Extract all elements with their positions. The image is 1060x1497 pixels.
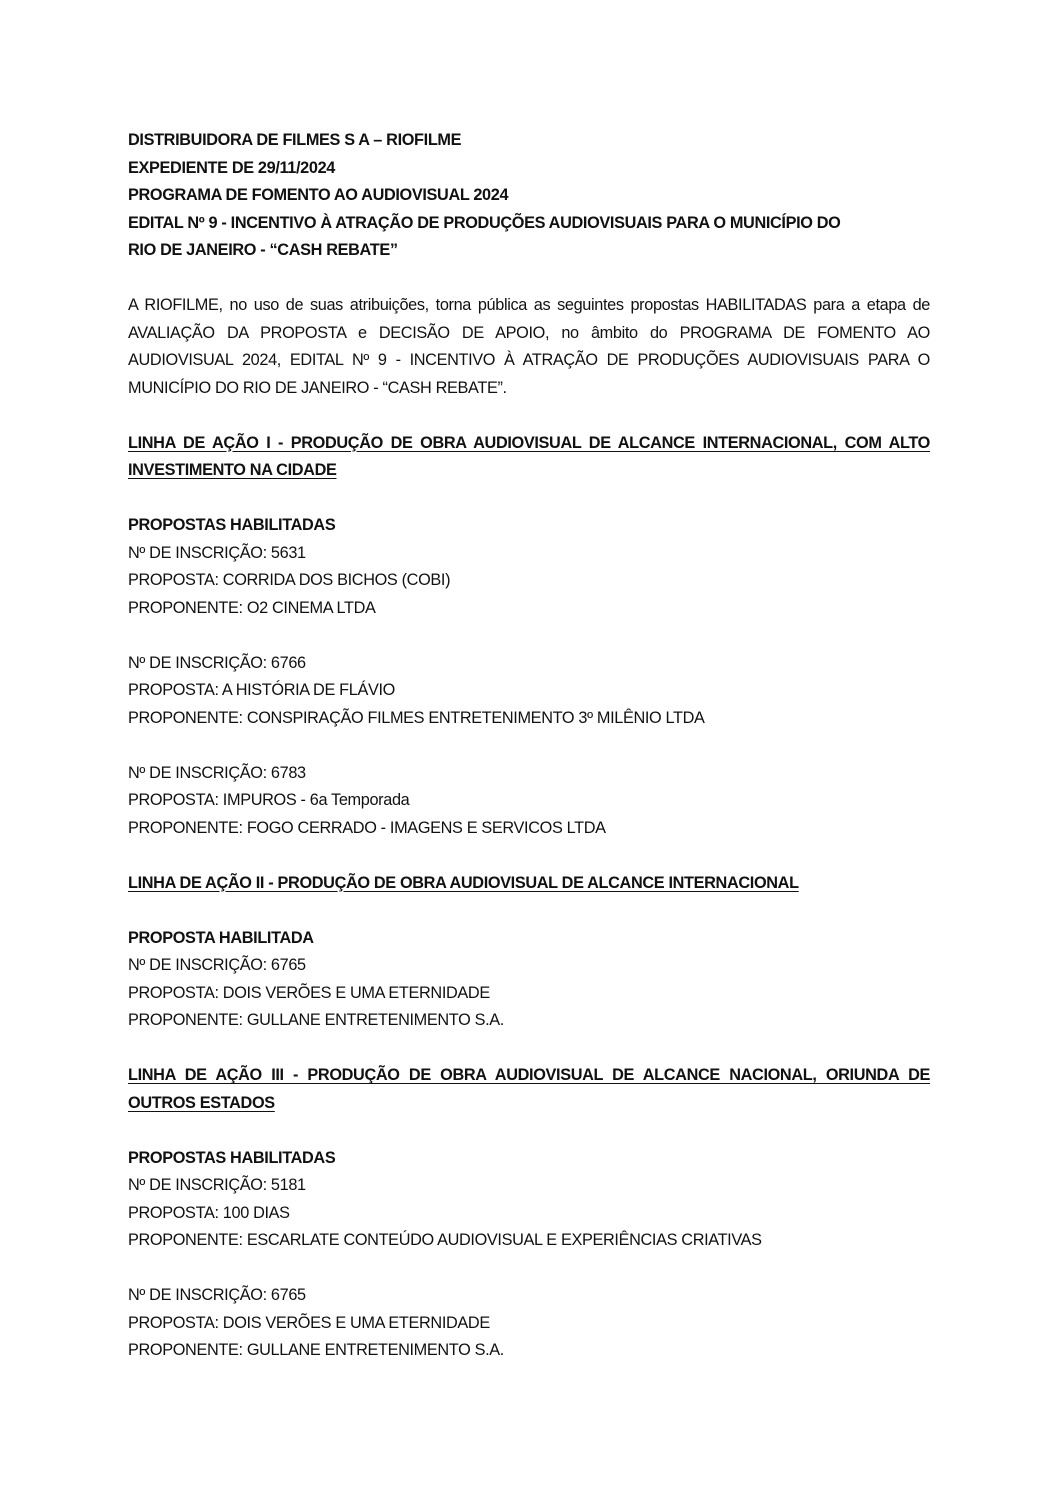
section-linha-acao-1 [128,430,930,843]
entry-proposta: PROPOSTA: 100 DIAS [128,1203,290,1222]
entry-proponente: PROPONENTE: O2 CINEMA LTDA [128,598,376,617]
header-line-edital-cont: RIO DE JANEIRO - “CASH REBATE” [128,241,398,259]
header-line-expediente: EXPEDIENTE DE 29/11/2024 [128,158,335,177]
entry-proponente: PROPONENTE: GULLANE ENTRETENIMENTO S.A. [128,1011,504,1029]
entry-proposta: PROPOSTA: DOIS VERÕES E UMA ETERNIDADE [128,983,490,1002]
entry-proposta: PROPOSTA: DOIS VERÕES E UMA ETERNIDADE [128,1313,490,1332]
section-linha-acao-3 [128,1062,930,1365]
section-subtitle: PROPOSTAS HABILITADAS [128,1148,336,1167]
proposal-entry [128,1172,930,1255]
entry-inscricao: Nº DE INSCRIÇÃO: 6765 [128,1286,306,1304]
proposal-entry [128,952,930,1035]
proposal-entry [128,650,930,733]
entry-proponente: PROPONENTE: CONSPIRAÇÃO FILMES ENTRETENIMENTO 3º MILÊNIO LTDA [128,708,705,727]
document-page [128,127,930,1365]
entry-proponente: PROPONENTE: GULLANE ENTRETENIMENTO S.A. [128,1341,504,1359]
intro-paragraph: A RIOFILME, no uso de suas atribuições, torna pública as seguintes propostas HABILITADAS para a etapa de AVALIAÇÃO DA PROPOSTA e DECISÃO DE APOIO, no âmbito do PROGRAMA DE FOMENTO AO AUDIOVISUAL 2024, EDITAL Nº 9 - INCENTIVO À ATRAÇÃO DE PRODUÇÕES AUDIOVISUAIS PARA O MUNICÍPIO DO RIO DE JANEIRO - “CASH REBATE”. [128,296,930,397]
entry-proposta: PROPOSTA: A HISTÓRIA DE FLÁVIO [128,681,395,699]
entry-inscricao: Nº DE INSCRIÇÃO: 5181 [128,1176,306,1194]
proposal-entry [128,760,930,843]
proposal-entry [128,540,930,623]
entry-inscricao: Nº DE INSCRIÇÃO: 6766 [128,653,306,672]
section-linha-acao-2 [128,870,930,1035]
section-subtitle: PROPOSTA HABILITADA [128,928,314,947]
header-line-company: DISTRIBUIDORA DE FILMES S A – RIOFILME [128,131,462,149]
document-header [128,127,930,265]
proposal-entry [128,1282,930,1365]
entry-proponente: PROPONENTE: FOGO CERRADO - IMAGENS E SERVICOS LTDA [128,818,606,837]
section-title: LINHA DE AÇÃO II - PRODUÇÃO DE OBRA AUDIOVISUAL DE ALCANCE INTERNACIONAL [128,873,799,892]
entry-inscricao: Nº DE INSCRIÇÃO: 6765 [128,956,306,974]
section-subtitle: PROPOSTAS HABILITADAS [128,516,336,534]
header-line-programa: PROGRAMA DE FOMENTO AO AUDIOVISUAL 2024 [128,186,509,204]
entry-proposta: PROPOSTA: CORRIDA DOS BICHOS (COBI) [128,571,451,589]
section-title: LINHA DE AÇÃO I - PRODUÇÃO DE OBRA AUDIOVISUAL DE ALCANCE INTERNACIONAL, COM ALTO INVESTIMENTO NA CIDADE [128,433,930,479]
header-line-edital: EDITAL Nº 9 - INCENTIVO À ATRAÇÃO DE PRODUÇÕES AUDIOVISUAIS PARA O MUNICÍPIO DO [128,213,841,232]
entry-proponente: PROPONENTE: ESCARLATE CONTEÚDO AUDIOVISUAL E EXPERIÊNCIAS CRIATIVAS [128,1231,762,1249]
entry-inscricao: Nº DE INSCRIÇÃO: 6783 [128,763,306,782]
entry-proposta: PROPOSTA: IMPUROS - 6a Temporada [128,791,410,809]
entry-inscricao: Nº DE INSCRIÇÃO: 5631 [128,543,306,562]
section-title: LINHA DE AÇÃO III - PRODUÇÃO DE OBRA AUDIOVISUAL DE ALCANCE NACIONAL, ORIUNDA DE OUTROS ESTADOS [128,1066,930,1112]
